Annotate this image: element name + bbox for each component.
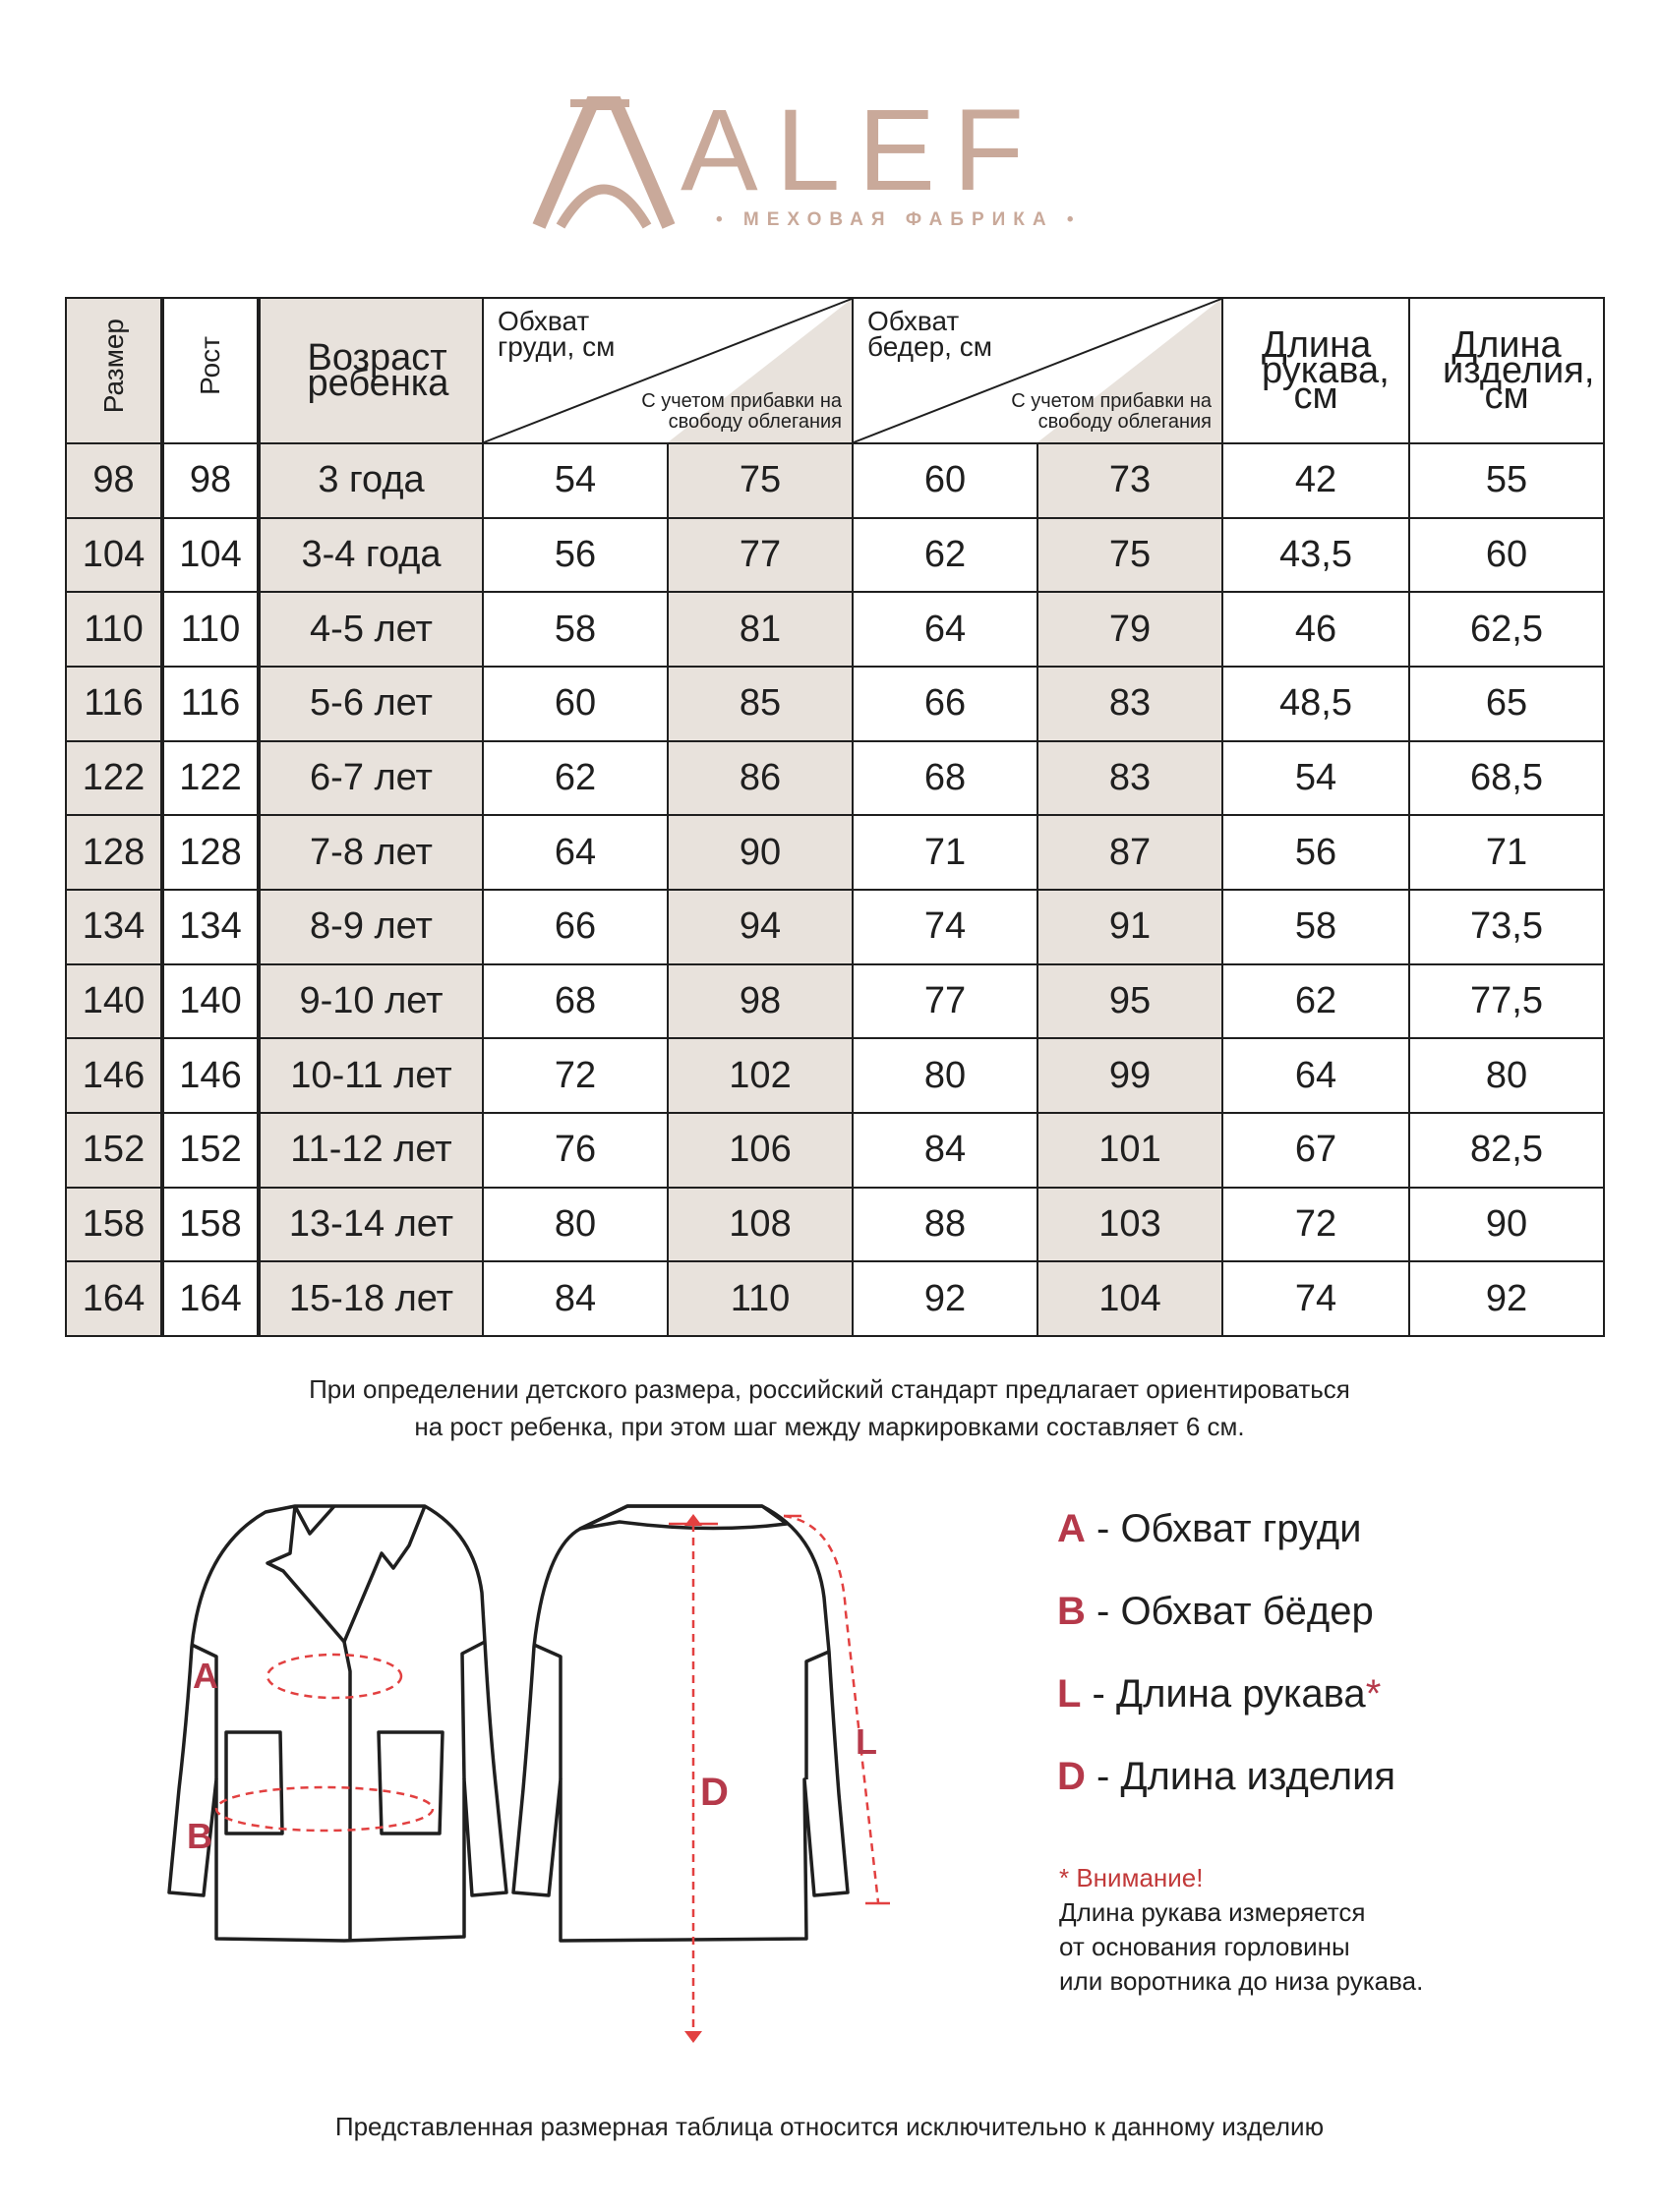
cell-height: 104 (162, 518, 259, 593)
coat-front-icon (169, 1506, 506, 1941)
cell-size: 122 (66, 741, 162, 816)
table-row (66, 518, 1604, 593)
cell-hips-plus: 99 (1037, 1038, 1222, 1113)
cell-hips: 92 (853, 1261, 1037, 1336)
cell-hips-plus: 83 (1037, 667, 1222, 741)
header-chest (483, 298, 853, 443)
header-chest-title: Обхват груди, см (498, 306, 616, 362)
cell-chest-plus: 110 (668, 1261, 853, 1336)
cell-height: 134 (162, 890, 259, 964)
cell-height: 158 (162, 1188, 259, 1262)
cell-sleeve: 56 (1222, 815, 1409, 890)
cell-size: 116 (66, 667, 162, 741)
cell-hips: 60 (853, 443, 1037, 518)
cell-hips-plus: 83 (1037, 741, 1222, 816)
header-sleeve: Длина рукава, см (1222, 298, 1409, 443)
cell-length: 77,5 (1409, 964, 1604, 1039)
cell-size: 98 (66, 443, 162, 518)
cell-sleeve: 67 (1222, 1113, 1409, 1188)
cell-size: 134 (66, 890, 162, 964)
cell-chest: 68 (483, 964, 668, 1039)
cell-height: 152 (162, 1113, 259, 1188)
cell-length: 92 (1409, 1261, 1604, 1336)
size-table (65, 297, 1603, 1337)
cell-chest: 76 (483, 1113, 668, 1188)
cell-hips: 64 (853, 592, 1037, 667)
cell-hips-plus: 101 (1037, 1113, 1222, 1188)
table-row (66, 890, 1604, 964)
cell-size: 104 (66, 518, 162, 593)
table-row (66, 964, 1604, 1039)
cell-age: 6-7 лет (259, 741, 483, 816)
logo-mark-icon (531, 93, 679, 231)
cell-age: 9-10 лет (259, 964, 483, 1039)
cell-chest: 72 (483, 1038, 668, 1113)
cell-length: 65 (1409, 667, 1604, 741)
cell-height: 116 (162, 667, 259, 741)
header-hips-title: Обхват бедер, см (867, 306, 992, 362)
attention-line-1: Длина рукава измеряется (1059, 1897, 1366, 1927)
cell-chest: 54 (483, 443, 668, 518)
hips-measure-ellipse (216, 1787, 433, 1831)
cell-chest-plus: 106 (668, 1113, 853, 1188)
cell-age: 11-12 лет (259, 1113, 483, 1188)
cell-chest: 58 (483, 592, 668, 667)
header-size: Размер (66, 298, 162, 443)
header-chest-note: С учетом прибавки на свободу облегания (641, 390, 842, 433)
cell-length: 71 (1409, 815, 1604, 890)
chest-measure-ellipse (267, 1655, 401, 1698)
brand-name: ALEF (681, 86, 1042, 215)
cell-height: 122 (162, 741, 259, 816)
cell-length: 90 (1409, 1188, 1604, 1262)
cell-sleeve: 46 (1222, 592, 1409, 667)
cell-length: 68,5 (1409, 741, 1604, 816)
table-row (66, 1261, 1604, 1336)
cell-age: 4-5 лет (259, 592, 483, 667)
cell-age: 13-14 лет (259, 1188, 483, 1262)
cell-age: 5-6 лет (259, 667, 483, 741)
cell-age: 10-11 лет (259, 1038, 483, 1113)
cell-sleeve: 64 (1222, 1038, 1409, 1113)
size-note-line-2: на рост ребенка, при этом шаг между маркировками составляет 6 см. (414, 1412, 1245, 1441)
cell-chest-plus: 85 (668, 667, 853, 741)
sleeve-measure-line (784, 1516, 878, 1902)
cell-length: 82,5 (1409, 1113, 1604, 1188)
table-row (66, 741, 1604, 816)
legend-item-sleeve: L - Длина рукава* (1057, 1672, 1382, 1716)
cell-chest-plus: 86 (668, 741, 853, 816)
header-length: Длина изделия, см (1409, 298, 1604, 443)
header-hips (853, 298, 1222, 443)
cell-size: 152 (66, 1113, 162, 1188)
cell-age: 8-9 лет (259, 890, 483, 964)
cell-length: 80 (1409, 1038, 1604, 1113)
cell-chest: 80 (483, 1188, 668, 1262)
cell-hips: 88 (853, 1188, 1037, 1262)
cell-height: 140 (162, 964, 259, 1039)
legend-item-chest: A - Обхват груди (1057, 1507, 1362, 1550)
cell-sleeve: 54 (1222, 741, 1409, 816)
measurement-legend (1057, 1501, 1395, 1832)
cell-size: 128 (66, 815, 162, 890)
cell-height: 146 (162, 1038, 259, 1113)
label-a: A (193, 1656, 218, 1696)
cell-chest: 56 (483, 518, 668, 593)
cell-height: 110 (162, 592, 259, 667)
cell-chest: 84 (483, 1261, 668, 1336)
cell-chest-plus: 90 (668, 815, 853, 890)
label-b: B (187, 1816, 212, 1856)
table-row (66, 667, 1604, 741)
cell-length: 60 (1409, 518, 1604, 593)
cell-chest-plus: 102 (668, 1038, 853, 1113)
cell-chest-plus: 77 (668, 518, 853, 593)
cell-size: 110 (66, 592, 162, 667)
table-row (66, 1038, 1604, 1113)
cell-hips: 84 (853, 1113, 1037, 1188)
legend-item-length: D - Длина изделия (1057, 1755, 1396, 1798)
cell-chest-plus: 94 (668, 890, 853, 964)
brand-tagline: • МЕХОВАЯ ФАБРИКА • (716, 209, 1082, 230)
cell-age: 3 года (259, 443, 483, 518)
cell-hips: 66 (853, 667, 1037, 741)
cell-hips-plus: 95 (1037, 964, 1222, 1039)
attention-note (1059, 1861, 1423, 1999)
cell-height: 128 (162, 815, 259, 890)
cell-hips: 80 (853, 1038, 1037, 1113)
cell-sleeve: 58 (1222, 890, 1409, 964)
cell-hips: 77 (853, 964, 1037, 1039)
cell-hips-plus: 104 (1037, 1261, 1222, 1336)
header-hips-note: С учетом прибавки на свободу облегания (1011, 390, 1212, 433)
cell-hips-plus: 87 (1037, 815, 1222, 890)
cell-size: 164 (66, 1261, 162, 1336)
cell-size: 146 (66, 1038, 162, 1113)
cell-chest-plus: 81 (668, 592, 853, 667)
cell-hips-plus: 75 (1037, 518, 1222, 593)
cell-length: 73,5 (1409, 890, 1604, 964)
cell-chest: 62 (483, 741, 668, 816)
legend-item-hips: B - Обхват бёдер (1057, 1590, 1374, 1633)
cell-length: 62,5 (1409, 592, 1604, 667)
cell-height: 98 (162, 443, 259, 518)
cell-length: 55 (1409, 443, 1604, 518)
table-row (66, 592, 1604, 667)
cell-sleeve: 62 (1222, 964, 1409, 1039)
cell-age: 15-18 лет (259, 1261, 483, 1336)
label-d: D (700, 1771, 729, 1814)
cell-age: 3-4 года (259, 518, 483, 593)
header-age: Возраст ребенка (259, 298, 483, 443)
cell-hips: 71 (853, 815, 1037, 890)
cell-size: 140 (66, 964, 162, 1039)
cell-hips-plus: 79 (1037, 592, 1222, 667)
attention-line-3: или воротника до низа рукава. (1059, 1966, 1424, 1996)
cell-hips: 68 (853, 741, 1037, 816)
cell-sleeve: 74 (1222, 1261, 1409, 1336)
cell-age: 7-8 лет (259, 815, 483, 890)
table-row (66, 815, 1604, 890)
attention-title: * Внимание! (1059, 1863, 1204, 1892)
attention-line-2: от основания горловины (1059, 1932, 1350, 1961)
table-row (66, 443, 1604, 518)
cell-height: 164 (162, 1261, 259, 1336)
cell-hips-plus: 103 (1037, 1188, 1222, 1262)
cell-hips-plus: 73 (1037, 443, 1222, 518)
cell-hips: 74 (853, 890, 1037, 964)
cell-sleeve: 42 (1222, 443, 1409, 518)
coat-back-icon (513, 1506, 848, 1941)
cell-chest-plus: 75 (668, 443, 853, 518)
cell-chest: 64 (483, 815, 668, 890)
cell-chest-plus: 108 (668, 1188, 853, 1262)
brand-logo (531, 86, 1141, 241)
cell-sleeve: 43,5 (1222, 518, 1409, 593)
table-row (66, 1113, 1604, 1188)
cell-sleeve: 72 (1222, 1188, 1409, 1262)
label-l: L (856, 1721, 877, 1762)
table-row (66, 1188, 1604, 1262)
table-header-row (66, 298, 1604, 443)
cell-size: 158 (66, 1188, 162, 1262)
cell-hips-plus: 91 (1037, 890, 1222, 964)
cell-chest-plus: 98 (668, 964, 853, 1039)
size-note-line-1: При определении детского размера, российский стандарт предлагает ориентироваться (309, 1374, 1350, 1404)
header-height: Рост (162, 298, 259, 443)
cell-chest: 60 (483, 667, 668, 741)
cell-sleeve: 48,5 (1222, 667, 1409, 741)
cell-hips: 62 (853, 518, 1037, 593)
footer-note: Представленная размерная таблица относится исключительно к данному изделию (334, 2112, 1325, 2141)
cell-chest: 66 (483, 890, 668, 964)
coat-diagram (157, 1494, 905, 2065)
